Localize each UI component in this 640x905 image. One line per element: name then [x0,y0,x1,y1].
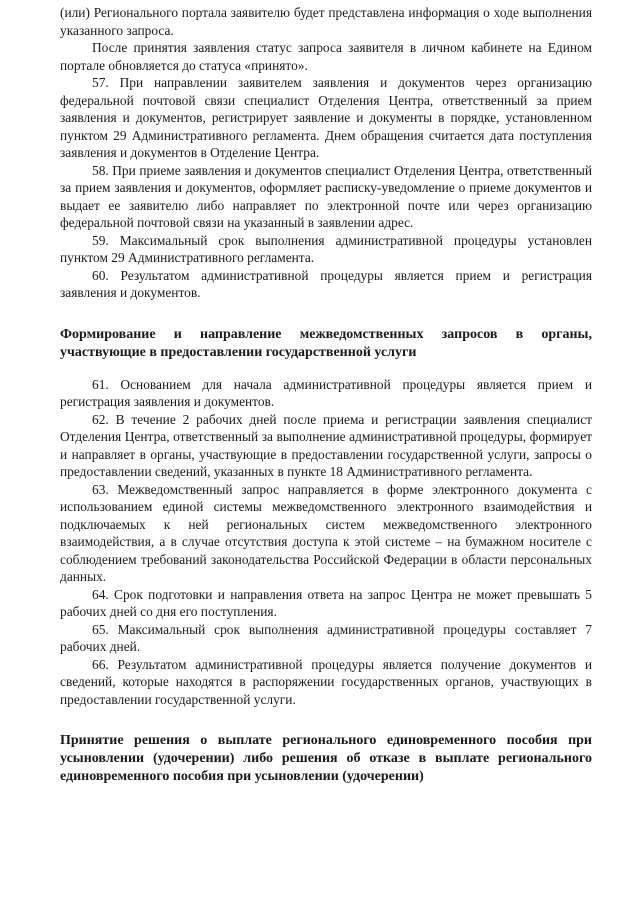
paragraph-continuation: (или) Регионального портала заявителю будет представлена информация о ходе выполнения указанного запроса. [60,5,592,38]
paragraph-60: 60. Результатом административной процедуры является прием и регистрация заявления и документов. [60,267,592,300]
paragraph-62: 62. В течение 2 рабочих дней после приема и регистрации заявления специалист Отделения Центра, ответственный за выполнение административной процедуры, формирует и направляет в органы, участвующие в предоставлении государственной услуги, запросы о предоставлении сведений, указанных в пункте 18 Административного регламента. [60,411,592,479]
paragraph-61: 61. Основанием для начала административной процедуры является прием и регистрация заявления и документов. [60,376,592,409]
section-heading-decision-on-payment: Принятие решения о выплате регионального единовременного пособия при усыновлении (удочерении) либо решения об отказе в выплате регионального единовременного пособия при усыновлении (удочерении) [60,733,592,784]
paragraph-66: 66. Результатом административной процедуры является получение документов и сведений, которые находятся в распоряжении государственных органов, участвующих в предоставлении государственной услуги. [60,656,592,707]
paragraph-63: 63. Межведомственный запрос направляется в форме электронного документа с использованием единой системы межведомственного электронного взаимодействия и подключаемых к ней региональных систем межведомственного электронного взаимодействия, а в случае отсутствия доступа к этой системе – на бумажном носителе с соблюдением требований законодательства Российской Федерации в области персональных данных. [60,481,592,584]
paragraph-65: 65. Максимальный срок выполнения административной процедуры составляет 7 рабочих дней. [60,621,592,654]
section-heading-interagency-requests: Формирование и направление межведомственных запросов в органы, участвующие в предоставлении государственной услуги [60,326,592,360]
paragraph-59: 59. Максимальный срок выполнения административной процедуры установлен пунктом 29 Административного регламента. [60,232,592,265]
document-page [60,4,592,786]
paragraph-58: 58. При приеме заявления и документов специалист Отделения Центра, ответственный за прием заявления и документов, оформляет расписку-уведомление о приеме документов и выдает ее заявителю либо направляет по электронной почте или через организацию федеральной почтовой связи на указанный в заявлении адрес. [60,162,592,230]
paragraph-64: 64. Срок подготовки и направления ответа на запрос Центра не может превышать 5 рабочих дней со дня его поступления. [60,586,592,619]
paragraph-57: 57. При направлении заявителем заявления и документов через организацию федеральной почтовой связи специалист Отделения Центра, ответственный за прием заявления и документов, регистрирует заявление и документы в порядке, установленном пунктом 29 Административного регламента. Днем обращения считается дата поступления заявления и документов в Отделение Центра. [60,75,592,160]
paragraph-status-update: После принятия заявления статус запроса заявителя в личном кабинете на Едином портале обновляется до статуса «принято». [60,40,592,73]
